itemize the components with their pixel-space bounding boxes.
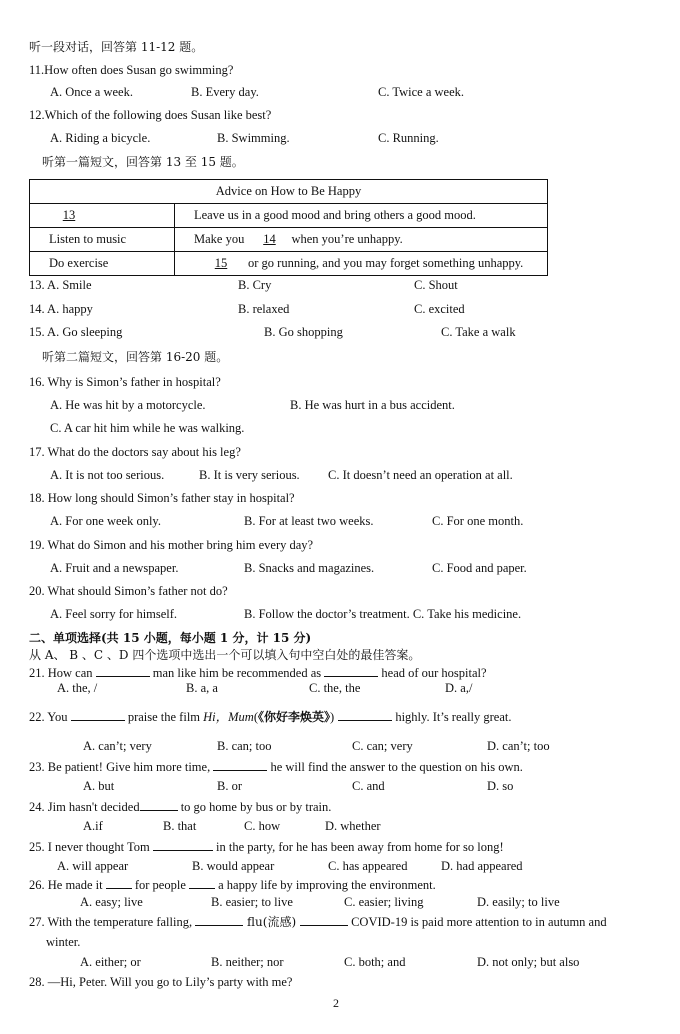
q24-blank (140, 798, 178, 811)
question-24-option-b: B. that (163, 819, 197, 833)
q22-mid: praise the film (124, 710, 204, 724)
q26-mid: for people (131, 878, 189, 892)
q25-post: in the party, for he has been away from home for so long! (212, 840, 504, 854)
question-21-stem (29, 664, 487, 681)
question-26-option-a: A. easy; live (80, 895, 143, 909)
table-cell-right: Leave us in a good mood and bring others a good mood. (175, 204, 548, 228)
question-22-option-b: B. can; too (217, 739, 272, 753)
question-26-stem (29, 876, 436, 893)
q22-film-title-cn: 《你好李焕英》 (258, 710, 331, 724)
blank-15: 15 (214, 256, 228, 270)
question-13-option-a: 13. A. Smile (29, 278, 92, 292)
question-20-option-a: A. Feel sorry for himself. (50, 607, 178, 621)
question-22-stem (29, 708, 512, 725)
question-24-stem (29, 798, 331, 815)
question-20-option-b: B. Follow the doctor’s treatment. C. Take his medicine. (244, 607, 522, 621)
question-12-stem: 12.Which of the following does Susan like best? (29, 108, 272, 122)
question-27-option-b: B. neither; nor (211, 955, 284, 969)
question-17-option-c: C. It doesn’t need an operation at all. (328, 468, 513, 482)
section-passage-1: 听第一篇短文，回答第 13 至 15 题。 (42, 155, 244, 169)
question-18-option-c: C. For one month. (432, 514, 524, 528)
q25-pre: 25. I never thought Tom (29, 840, 153, 854)
question-14-option-b: B. relaxed (238, 302, 290, 316)
q21-blank-2 (324, 664, 378, 677)
question-21-option-d: D. a,/ (445, 681, 473, 695)
question-21-option-c: C. the, the (309, 681, 361, 695)
q23-post: he will find the answer to the question on his own. (267, 760, 523, 774)
table-cell-left: Listen to music (30, 228, 175, 252)
question-24-option-d: D. whether (325, 819, 381, 833)
question-16-stem: 16. Why is Simon’s father in hospital? (29, 375, 221, 389)
q22-blank-2 (338, 708, 392, 721)
q27-blank-2 (300, 913, 348, 926)
q27-blank-1 (195, 913, 243, 926)
question-19-option-a: A. Fruit and a newspaper. (50, 561, 179, 575)
question-12-option-b: B. Swimming. (217, 131, 290, 145)
q22-paren-open: ( (253, 710, 259, 724)
section-passage-2: 听第二篇短文，回答第 16-20 题。 (42, 350, 229, 364)
question-19-option-b: B. Snacks and magazines. (244, 561, 375, 575)
blank-14: 14 (263, 232, 276, 246)
table-cell-right (175, 228, 548, 252)
q22-blank-1 (71, 708, 125, 721)
question-14-option-a: 14. A. happy (29, 302, 93, 316)
question-14-option-c: C. excited (414, 302, 465, 316)
q21-mid: man like him be recommended as (149, 666, 325, 680)
q25-blank (153, 838, 213, 851)
section-2-title: 二、单项选择(共 15 小题，每小题 1 分，计 15 分) (29, 631, 312, 645)
question-19-stem: 19. What do Simon and his mother bring him every day? (29, 538, 314, 552)
question-23-option-c: C. and (352, 779, 385, 793)
question-23-option-b: B. or (217, 779, 242, 793)
question-24-option-a: A.if (83, 819, 103, 833)
table-cell-left (30, 204, 175, 228)
question-24-option-c: C. how (244, 819, 281, 833)
question-28-stem: 28. —Hi, Peter. Will you go to Lily’s party with me? (29, 975, 293, 989)
blank-13: 13 (62, 208, 76, 222)
question-11-option-a: A. Once a week. (50, 85, 133, 99)
q26-blank-2 (189, 876, 215, 889)
question-16-option-c: C. A car hit him while he was walking. (50, 421, 245, 435)
row-text-post: or go running, and you may forget something unhappy. (248, 256, 524, 270)
question-27-option-d: D. not only; but also (477, 955, 580, 969)
question-25-option-d: D. had appeared (441, 859, 523, 873)
question-26-option-b: B. easier; to live (211, 895, 293, 909)
question-23-option-d: D. so (487, 779, 514, 793)
question-25-option-a: A. will appear (57, 859, 129, 873)
question-12-option-a: A. Riding a bicycle. (50, 131, 151, 145)
q22-pre: 22. You (29, 710, 71, 724)
question-18-option-a: A. For one week only. (50, 514, 161, 528)
q26-blank-1 (106, 876, 132, 889)
row-text-pre: Make you (194, 232, 248, 246)
question-25-stem (29, 838, 504, 855)
q24-pre: 24. Jim hasn't decided (29, 800, 140, 814)
q27-post: COVID-19 is paid more attention to in autumn and (347, 915, 607, 929)
table-row (30, 204, 548, 228)
question-13-option-c: C. Shout (414, 278, 458, 292)
q23-pre: 23. Be patient! Give him more time, (29, 760, 214, 774)
question-23-option-a: A. but (83, 779, 115, 793)
question-15-option-a: 15. A. Go sleeping (29, 325, 123, 339)
question-27-stem (29, 913, 607, 930)
question-15-option-b: B. Go shopping (264, 325, 343, 339)
q26-post: a happy life by improving the environment. (215, 878, 436, 892)
question-11-stem: 11.How often does Susan go swimming? (29, 63, 234, 77)
question-22-option-a: A. can’t; very (83, 739, 152, 753)
q23-blank (213, 758, 267, 771)
row-text-post: when you’re unhappy. (291, 232, 403, 246)
question-26-option-d: D. easily; to live (477, 895, 560, 909)
q22-film-title: Hi，Mum (203, 710, 254, 724)
question-13-option-b: B. Cry (238, 278, 272, 292)
section-listen-dialog: 听一段对话，回答第 11-12 题。 (29, 40, 204, 54)
q26-pre: 26. He made it (29, 878, 106, 892)
question-16-option-a: A. He was hit by a motorcycle. (50, 398, 206, 412)
question-17-option-b: B. It is very serious. (199, 468, 300, 482)
question-18-stem: 18. How long should Simon’s father stay in hospital? (29, 491, 295, 505)
question-22-option-c: C. can; very (352, 739, 413, 753)
question-12-option-c: C. Running. (378, 131, 439, 145)
q24-post: to go home by bus or by train. (177, 800, 332, 814)
table-cell-left: Do exercise (30, 252, 175, 276)
question-25-option-b: B. would appear (192, 859, 275, 873)
table-row (30, 228, 548, 252)
question-21-option-b: B. a, a (186, 681, 218, 695)
question-27-stem-cont: winter. (46, 935, 81, 949)
q27-mid: flu(流感) (243, 915, 300, 929)
section-2-instructions: 从 A、 B 、C 、D 四个选项中选出一个可以填入句中空白处的最佳答案。 (29, 648, 421, 662)
q27-pre: 27. With the temperature falling, (29, 915, 196, 929)
question-27-option-c: C. both; and (344, 955, 406, 969)
question-22-option-d: D. can’t; too (487, 739, 550, 753)
q22-paren-close: ) (330, 710, 335, 724)
question-27-option-a: A. either; or (80, 955, 141, 969)
q21-pre: 21. How can (29, 666, 96, 680)
question-19-option-c: C. Food and paper. (432, 561, 527, 575)
page-number: 2 (333, 996, 339, 1010)
table-row (30, 252, 548, 276)
question-26-option-c: C. easier; living (344, 895, 424, 909)
q21-blank-1 (96, 664, 150, 677)
question-21-option-a: A. the, / (57, 681, 98, 695)
advice-table (29, 179, 548, 276)
question-17-stem: 17. What do the doctors say about his leg? (29, 445, 241, 459)
table-cell-right (175, 252, 548, 276)
advice-table-title: Advice on How to Be Happy (30, 180, 548, 204)
question-25-option-c: C. has appeared (328, 859, 408, 873)
question-20-stem: 20. What should Simon’s father not do? (29, 584, 228, 598)
question-18-option-b: B. For at least two weeks. (244, 514, 374, 528)
question-11-option-b: B. Every day. (191, 85, 259, 99)
question-11-option-c: C. Twice a week. (378, 85, 465, 99)
question-17-option-a: A. It is not too serious. (50, 468, 165, 482)
question-15-option-c: C. Take a walk (441, 325, 516, 339)
q22-post: highly. It’s really great. (392, 710, 512, 724)
question-16-option-b: B. He was hurt in a bus accident. (290, 398, 455, 412)
question-23-stem (29, 758, 523, 775)
q21-post: head of our hospital? (378, 666, 487, 680)
